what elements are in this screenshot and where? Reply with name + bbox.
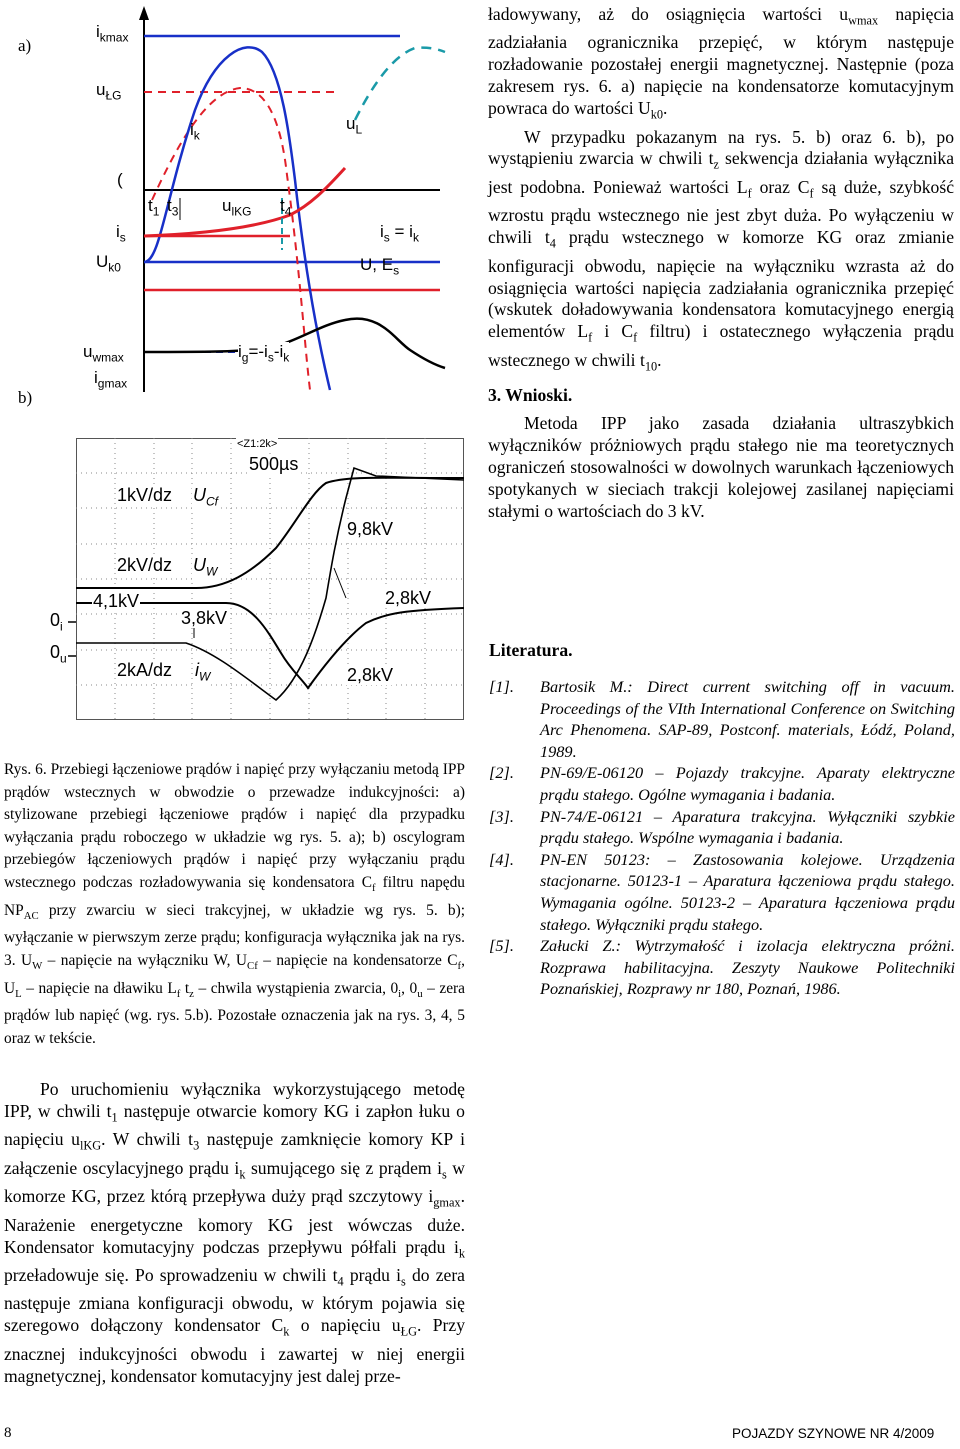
osc-ch2-symbol: $U_W$ [192, 555, 218, 582]
osc-val-41: 4,1kV [93, 591, 140, 611]
reference-list [489, 676, 955, 1000]
label-paren: ( [117, 170, 123, 189]
reference-item: [2]. PN-69/E-06120 – Pojazdy trakcyjne. Aparaty elektryczne prądu stałego. Ogólne wymagania i badania. [489, 763, 955, 804]
osc-ch3-symbol: $i_W$ [194, 660, 211, 687]
label-ulg: $u_{ŁG}$ [96, 80, 122, 103]
label-ul: $u_L$ [346, 114, 363, 137]
left-column-text [4, 1079, 465, 1387]
reference-item: [4]. PN-EN 50123: – Zastosowania kolejowe. Urządzenia stacjonarne. 50123-1 – Aparatura łączeniowa prądu stałego. Wymagania ogólne. 50123-2 – Aparatura łączeniowa prądu stałego. Wyłączniki prądu stałego. [489, 849, 955, 934]
literature-heading: Literatura. [489, 640, 573, 660]
label-uwmax: $u_{wmax}$ [83, 342, 124, 365]
osc-ch1-scale: 1kV/dz [117, 485, 173, 505]
figure-caption: Rys. 6. Przebiegi łączeniowe prądów i napięć przy wyłączaniu metodą IPP prądów wstecznych w obwodzie o przewadze indukcyjności: a) stylizowane przebiegi łączeniowe prądów i napięć dla przypadku wyłączania prądu roboczego w układzie wg rys. 5. a); b) oscylogram przebiegów łączeniowych prądów i napięć przy wyłączaniu prądu wstecznego podczas rozładowywania się kondensatora $C_f$ filtru napędu $NP_{AC}$ przy zwarciu w sieci trakcyjnej, w układzie wg rys. 5. b); wyłączanie w pierwszym zerze prądu; konfiguracja wyłącznika jak na rys. 3. $U_W$ – napięcie na wyłączniku W, $U_{Cf}$ – napięcie na kondensatorze $C_f$, $U_L$ – napięcie na dławiku $L_f$ $t_z$ – chwila wystąpienia zwarcia, $0_i$, $0_u$ – zera prądów lub napięć (wg. rys. 5.b). Pozostałe oznaczenia jak na rys. 3, 4, 5 oraz w tekście. [4, 761, 465, 1047]
label-ulkg: $u_{lKG}$ [222, 196, 252, 219]
osc-ch3-scale: 2kA/dz [117, 660, 173, 680]
zero-i-marker: $0_i$ [50, 610, 63, 634]
zero-arrows [0, 600, 80, 670]
curve-ul [355, 48, 445, 120]
label-is-eq-ik: $i_s = i_k$ [380, 222, 419, 245]
label-is: $i_s$ [116, 222, 126, 245]
page-number: 8 [4, 1425, 12, 1441]
panel-a-label: a) [18, 36, 32, 55]
reference-item: [5]. Załucki Z.: Wytrzymałość i izolacja elektryczna próżni. Rozprawa habilitacyjna. Zeszyty Naukowe Politechniki Poznańskiej, Rozprawy nr 180, Poznań, 1986. [489, 936, 955, 999]
paragraph-short-circuit: W przypadku pokazanym na rys. 5. b) oraz 6. b), po wystąpieniu zwarcia w chwili $t_z$ sekwencja działania wyłącznika jest podobna. Ponieważ wartości $L_f$ oraz $C_f$ są duże, szybkość wzrostu prądu wstecznego nie jest zbyt duża. Po wyłączeniu w chwili $t_4$ prądu wstecznego w komorze KG oraz zmianie konfiguracji obwodu, napięcie na wyłączniku wzrasta aż do osiągnięcia wartości napięcia zadziałania ogranicznika przepięć (wskutek doładowywania kondensatora komutacyjnego energią elementów $L_f$ i $C_f$ filtru) i ostatecznego wyłączenia prądu wstecznego w chwili $t_{10}$. [488, 126, 955, 374]
label-ikmax: $i_{kmax}$ [96, 22, 129, 45]
osc-val-38: 3,8kV [181, 608, 228, 628]
osc-val-28-top: 2,8kV [385, 588, 432, 608]
y-axis-arrow [139, 6, 149, 20]
osc-header: <Z1:2k> [237, 438, 278, 450]
paragraph-ipp-operation: Po uruchomieniu wyłącznika wykorzystującego metodę IPP, w chwili $t_1$ następuje otwarcie komory KG i zapłon łuku o napięciu $u_{lKG}$. W chwili $t_3$ następuje zamknięcie komory KP i załączenie oscylacyjnego prądu $i_k$ sumującego się z prądem $i_s$ w komorze KG, przez którą przepływa duży prąd szczytowy $i_{gmax}$. Narażenie energetyczne komory KG jest wówczas duże. Kondensator komutacyjny podczas przepływu półfali prądu $i_k$ przeładowuje się. Po sprowadzeniu w chwili $t_4$ prądu $i_s$ do zera następuje zmiana konfiguracji obwodu, w którym pojawia się szeregowo dołączony kondensator $C_k$ o napięciu $u_{ŁG}$. Przy znacznej indukcyjności obwodu i zawartej w niej energii magnetycznej, kondensator komutacyjny jest dalej prze- [4, 1079, 466, 1386]
reference-item: [1]. Bartosik M.: Direct current switching off in vacuum. Proceedings of the VIth International Conference on Switching Arc Phenomena. SAP-89, Postconf. materials, Łódź, Poland, 1989. [489, 677, 955, 761]
panel-b-label: b) [18, 388, 33, 407]
osc-ch2-scale: 2kV/dz [117, 555, 173, 575]
label-t1: $t_1$ [148, 196, 160, 219]
curve-ik [144, 47, 330, 390]
osc-val-98: 9,8kV [347, 519, 394, 539]
label-ik: $i_k$ [190, 120, 200, 143]
journal-footer: POJAZDY SZYNOWE NR 4/2009 [732, 1426, 935, 1441]
section-heading-conclusions: 3. Wnioski. [488, 385, 573, 406]
oscillogram [76, 438, 464, 720]
right-column-text [488, 4, 954, 523]
label-ig: $i_g=-i_s-i_k$ [238, 342, 290, 365]
zero-u-marker: $0_u$ [50, 642, 67, 666]
curve-ig [144, 319, 445, 368]
osc-ch1-symbol: $U_{Cf}$ [192, 485, 219, 512]
paragraph-conclusions: Metoda IPP jako zasada działania ultraszybkich wyłączników próżniowych prądu stałego nie ma teoretycznych ograniczeń stosowalności w dowolnych warunkach łączeniowych spotykanych w sieciach trakcji kolejowej zasilanej napięciami stałymi o wartościach do 3 kV. [488, 413, 954, 521]
label-t3: $t_3$ [167, 196, 179, 219]
paragraph-continuation: ładowywany, aż do osiągnięcia wartości $u_{wmax}$ napięcia zadziałania ogranicznika przepięć, w którym następuje rozładowanie pozostałej energii magnetycznej. Następnie (poza zakresem rys. 6. a) napięcie na kondensatorze komutacyjnym powraca do wartości $U_{k0}$. [488, 4, 954, 122]
label-t4: $t_4$ [280, 196, 292, 219]
figure-a [0, 0, 470, 395]
osc-timebase: 500µs [249, 454, 299, 474]
osc-val-28-bottom: 2,8kV [347, 665, 394, 685]
label-u-es: U, $E_s$ [360, 255, 400, 278]
label-igmax: $i_{gmax}$ [94, 368, 128, 391]
reference-item: [3]. PN-74/E-06121 – Aparatura trakcyjna. Wyłączniki szybkie prądu stałego. Wspólne wymagania i badania. [489, 806, 955, 848]
label-uk0: $U_{k0}$ [96, 252, 121, 275]
